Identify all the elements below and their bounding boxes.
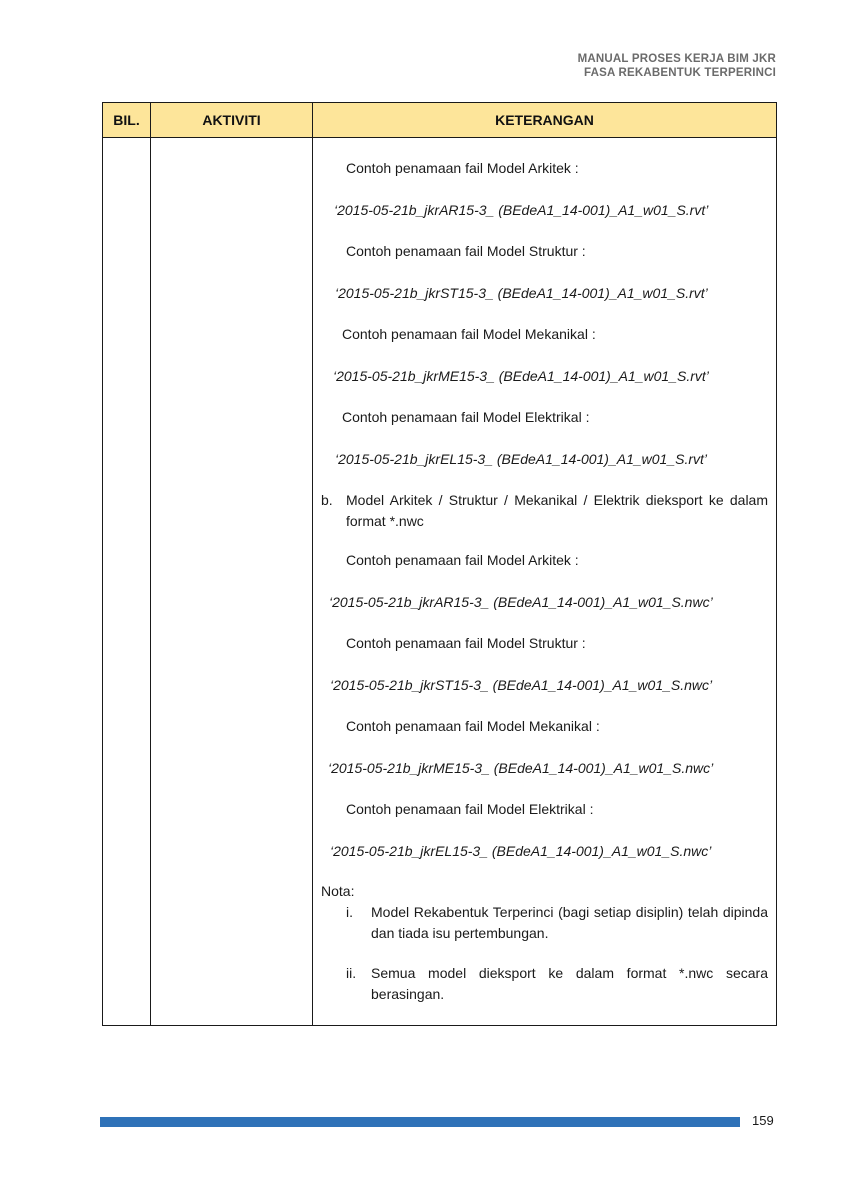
item-b-marker: b.	[321, 492, 333, 508]
rvt-file-elektrikal: ‘2015-05-21b_jkrEL15-3_ (BEdeA1_14-001)_A1_w01_S.rvt’	[335, 451, 708, 467]
nwc-file-arkitek: ‘2015-05-21b_jkrAR15-3_ (BEdeA1_14-001)_A1_w01_S.nwc’	[329, 594, 713, 610]
nwc-file-mekanikal: ‘2015-05-21b_jkrME15-3_ (BEdeA1_14-001)_A1_w01_S.nwc’	[328, 760, 714, 776]
rvt-file-struktur: ‘2015-05-21b_jkrST15-3_ (BEdeA1_14-001)_A1_w01_S.rvt’	[335, 285, 708, 301]
cell-aktiviti	[151, 138, 313, 1026]
item-b-text: Model Arkitek / Struktur / Mekanikal / Elektrik dieksport ke dalam format *.nwc	[346, 492, 768, 529]
nwc-label-arkitek: Contoh penamaan fail Model Arkitek :	[346, 552, 579, 568]
footer-bar	[100, 1117, 740, 1127]
nota-item-2-marker: ii.	[346, 965, 357, 981]
rvt-label-elektrikal: Contoh penamaan fail Model Elektrikal :	[342, 409, 590, 425]
rvt-file-arkitek: ‘2015-05-21b_jkrAR15-3_ (BEdeA1_14-001)_A1_w01_S.rvt’	[334, 202, 709, 218]
nota-item-2-text: Semua model dieksport ke dalam format *.nwc secara berasingan.	[371, 965, 768, 1002]
nota-item-1-marker: i.	[346, 904, 353, 920]
nota-title: Nota:	[321, 883, 355, 899]
nota-item-1-text: Model Rekabentuk Terperinci (bagi setiap disiplin) telah dipinda dan tiada isu pertembungan.	[371, 904, 768, 941]
activity-table	[102, 102, 777, 1026]
header-bil: BIL.	[103, 103, 151, 138]
page-number: 159	[752, 1113, 774, 1128]
nwc-file-elektrikal: ‘2015-05-21b_jkrEL15-3_ (BEdeA1_14-001)_A1_w01_S.nwc’	[330, 843, 712, 859]
header-aktiviti: AKTIVITI	[151, 103, 313, 138]
header-keterangan: KETERANGAN	[313, 103, 777, 138]
rvt-label-mekanikal: Contoh penamaan fail Model Mekanikal :	[342, 326, 596, 342]
cell-bil	[103, 138, 151, 1026]
nwc-label-mekanikal: Contoh penamaan fail Model Mekanikal :	[346, 718, 600, 734]
nwc-label-struktur: Contoh penamaan fail Model Struktur :	[346, 635, 586, 651]
nwc-file-struktur: ‘2015-05-21b_jkrST15-3_ (BEdeA1_14-001)_A1_w01_S.nwc’	[330, 677, 713, 693]
nwc-label-elektrikal: Contoh penamaan fail Model Elektrikal :	[346, 801, 594, 817]
rvt-label-struktur: Contoh penamaan fail Model Struktur :	[346, 243, 586, 259]
table-row	[103, 138, 777, 1026]
rvt-label-arkitek: Contoh penamaan fail Model Arkitek :	[346, 160, 579, 176]
rvt-file-mekanikal: ‘2015-05-21b_jkrME15-3_ (BEdeA1_14-001)_A1_w01_S.rvt’	[333, 368, 709, 384]
header-line-1: MANUAL PROSES KERJA BIM JKR	[577, 53, 776, 65]
cell-keterangan	[313, 138, 777, 1026]
running-header	[578, 52, 776, 80]
table-header-row	[103, 103, 777, 138]
header-line-2: FASA REKABENTUK TERPERINCI	[584, 67, 776, 79]
